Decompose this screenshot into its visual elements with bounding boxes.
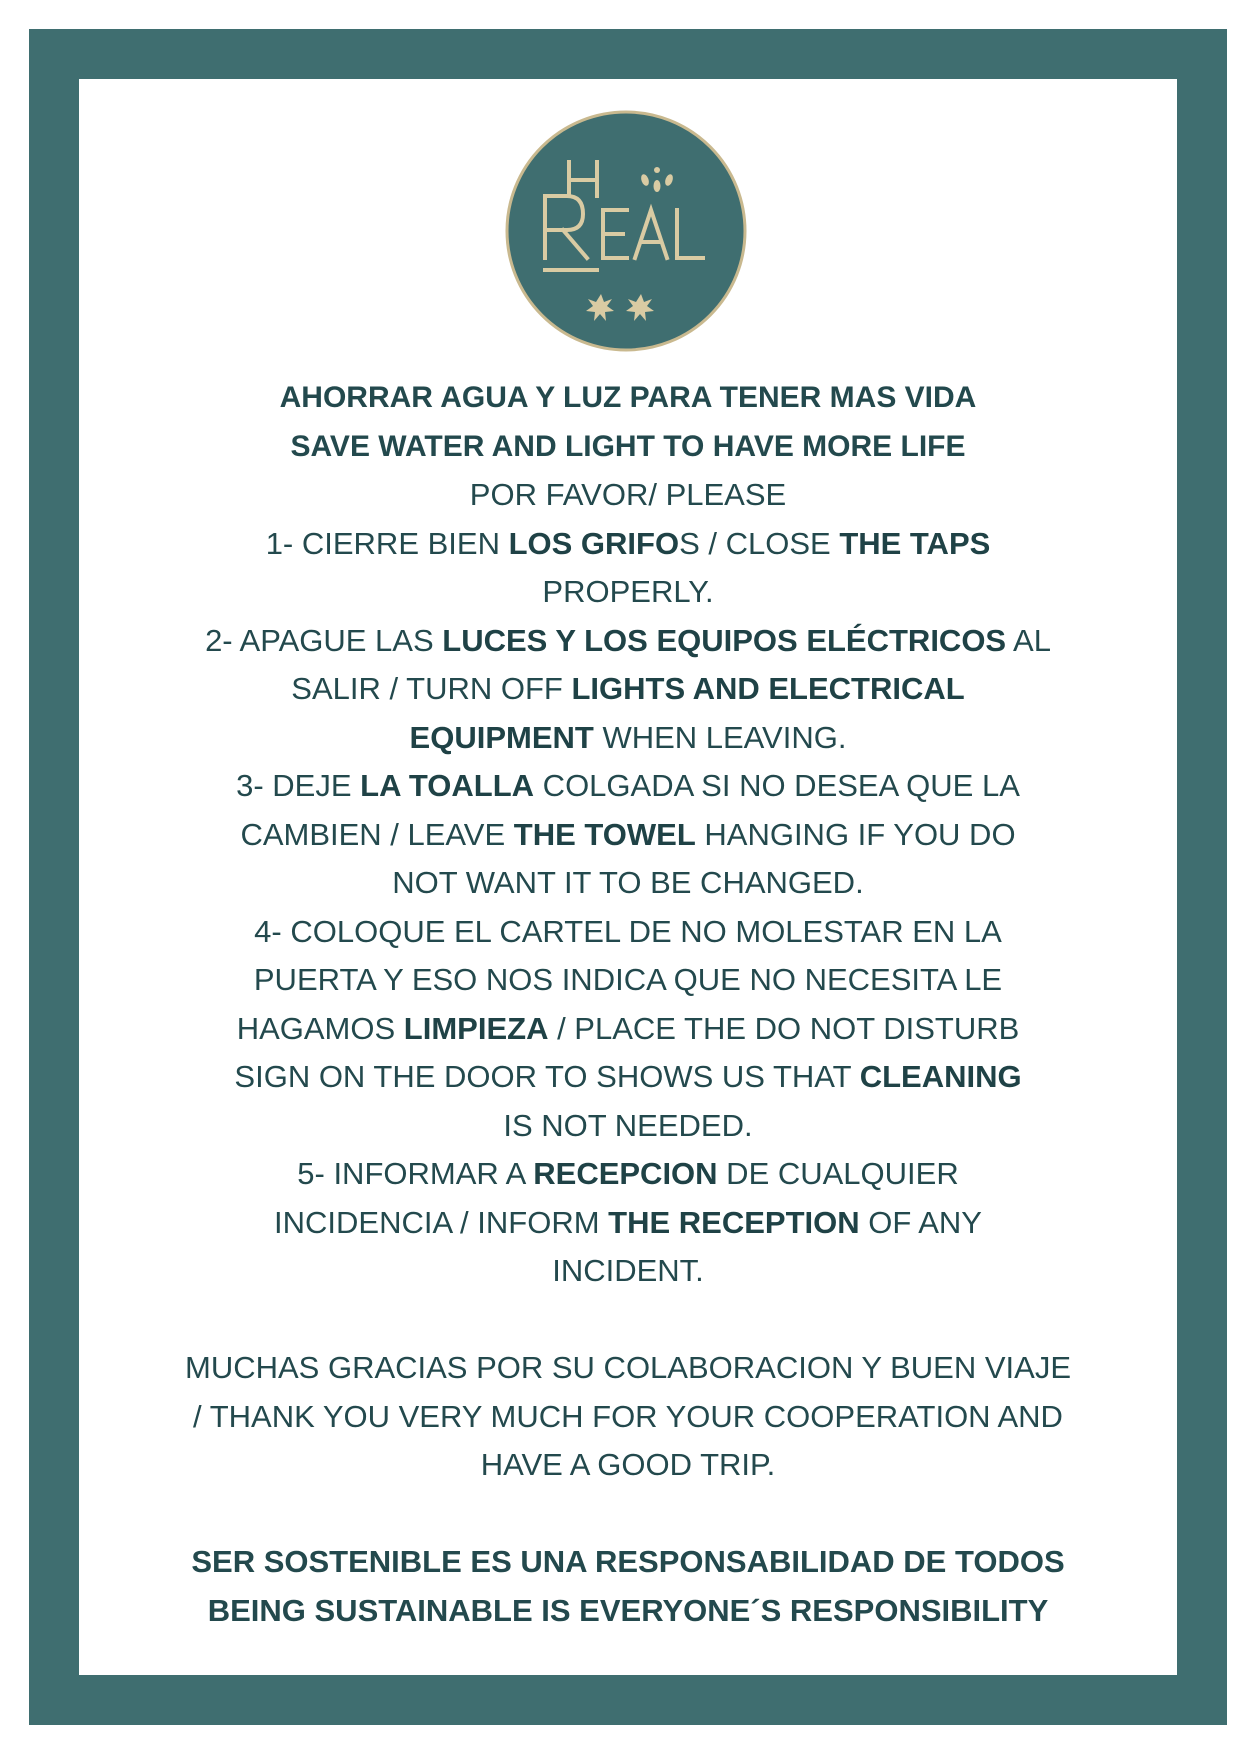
thanks-block [100,1344,1156,1490]
closing-block [100,1538,1156,1635]
item-5 [100,1150,1156,1296]
item-2 [100,617,1156,763]
spacer [100,1490,1156,1539]
item-1-text-c: S / CLOSE [679,525,840,561]
item-3-text-c: COLGADA SI NO DESEA QUE LA [534,768,1020,803]
item-4-text-f: SIGN ON THE DOOR TO SHOWS US THAT [234,1059,860,1094]
please-line: POR FAVOR/ PLEASE [469,477,787,512]
thanks-line-2: / THANK YOU VERY MUCH FOR YOUR COOPERATION AND [193,1398,1063,1434]
item-4-text-e: / PLACE THE DO NOT DISTURB [548,1010,1020,1046]
item-3-bold-e: THE TOWEL [513,816,696,852]
item-4-bold-g: CLEANING [859,1059,1022,1094]
item-5-text-a: 5- INFORMAR A [297,1156,534,1191]
thanks-line-1: MUCHAS GRACIAS POR SU COLABORACION Y BUEN VIAJE [185,1350,1071,1385]
item-2-bold-e: LIGHTS AND ELECTRICAL [571,671,965,706]
closing-english: BEING SUSTAINABLE IS EVERYONE´S RESPONSIBILITY [207,1592,1049,1628]
header-english: SAVE WATER AND LIGHT TO HAVE MORE LIFE [290,429,966,463]
item-4-text-c: HAGAMOS [236,1010,404,1046]
item-2-text-c: AL [1006,622,1051,658]
hotel-real-logo-icon [505,110,747,352]
item-4-text-a: 4- COLOQUE EL CARTEL DE NO MOLESTAR EN LA [254,913,1002,949]
item-5-text-d: INCIDENCIA / INFORM [274,1204,609,1240]
item-5-text-f: OF ANY [859,1204,982,1240]
item-3 [100,762,1156,908]
item-3-text-f: HANGING IF YOU DO [695,816,1016,852]
item-1-bold-b: LOS GRIFO [508,525,680,561]
item-5-bold-e: THE RECEPTION [608,1204,860,1240]
thanks-line-3: HAVE A GOOD TRIP. [480,1447,776,1482]
item-5-text-c: DE CUALQUIER [717,1156,959,1191]
spacer [100,1296,1156,1345]
item-4 [100,908,1156,1151]
item-5-bold-b: RECEPCION [533,1156,718,1191]
item-2-bold-b: LUCES Y LOS EQUIPOS ELÉCTRICOS [442,622,1007,658]
item-1-text-f: PROPERLY. [542,574,714,609]
item-4-bold-d: LIMPIEZA [403,1010,549,1046]
item-4-text-b: PUERTA Y ESO NOS INDICA QUE NO NECESITA LE [253,962,1003,997]
item-5-text-g: INCIDENT. [552,1253,704,1288]
item-4-text-h: IS NOT NEEDED. [503,1107,753,1143]
header-spanish: AHORRAR AGUA Y LUZ PARA TENER MAS VIDA [279,381,977,414]
closing-spanish: SER SOSTENIBLE ES UNA RESPONSABILIDAD DE TODOS [191,1544,1065,1579]
item-2-text-d: SALIR / TURN OFF [291,671,572,706]
item-2-text-g: WHEN LEAVING. [593,719,847,755]
item-2-bold-f: EQUIPMENT [409,719,594,755]
item-1-text-a: 1- CIERRE BIEN [265,525,509,561]
item-3-bold-b: LA TOALLA [360,768,535,803]
item-3-text-d: CAMBIEN / LEAVE [240,816,514,852]
item-1 [100,520,1156,617]
item-3-text-g: NOT WANT IT TO BE CHANGED. [392,865,864,900]
item-1-bold-d: THE TAPS [839,525,991,561]
item-3-text-a: 3- DEJE [236,768,361,803]
notice-content [100,374,1156,1635]
item-2-text-a: 2- APAGUE LAS [205,622,443,658]
